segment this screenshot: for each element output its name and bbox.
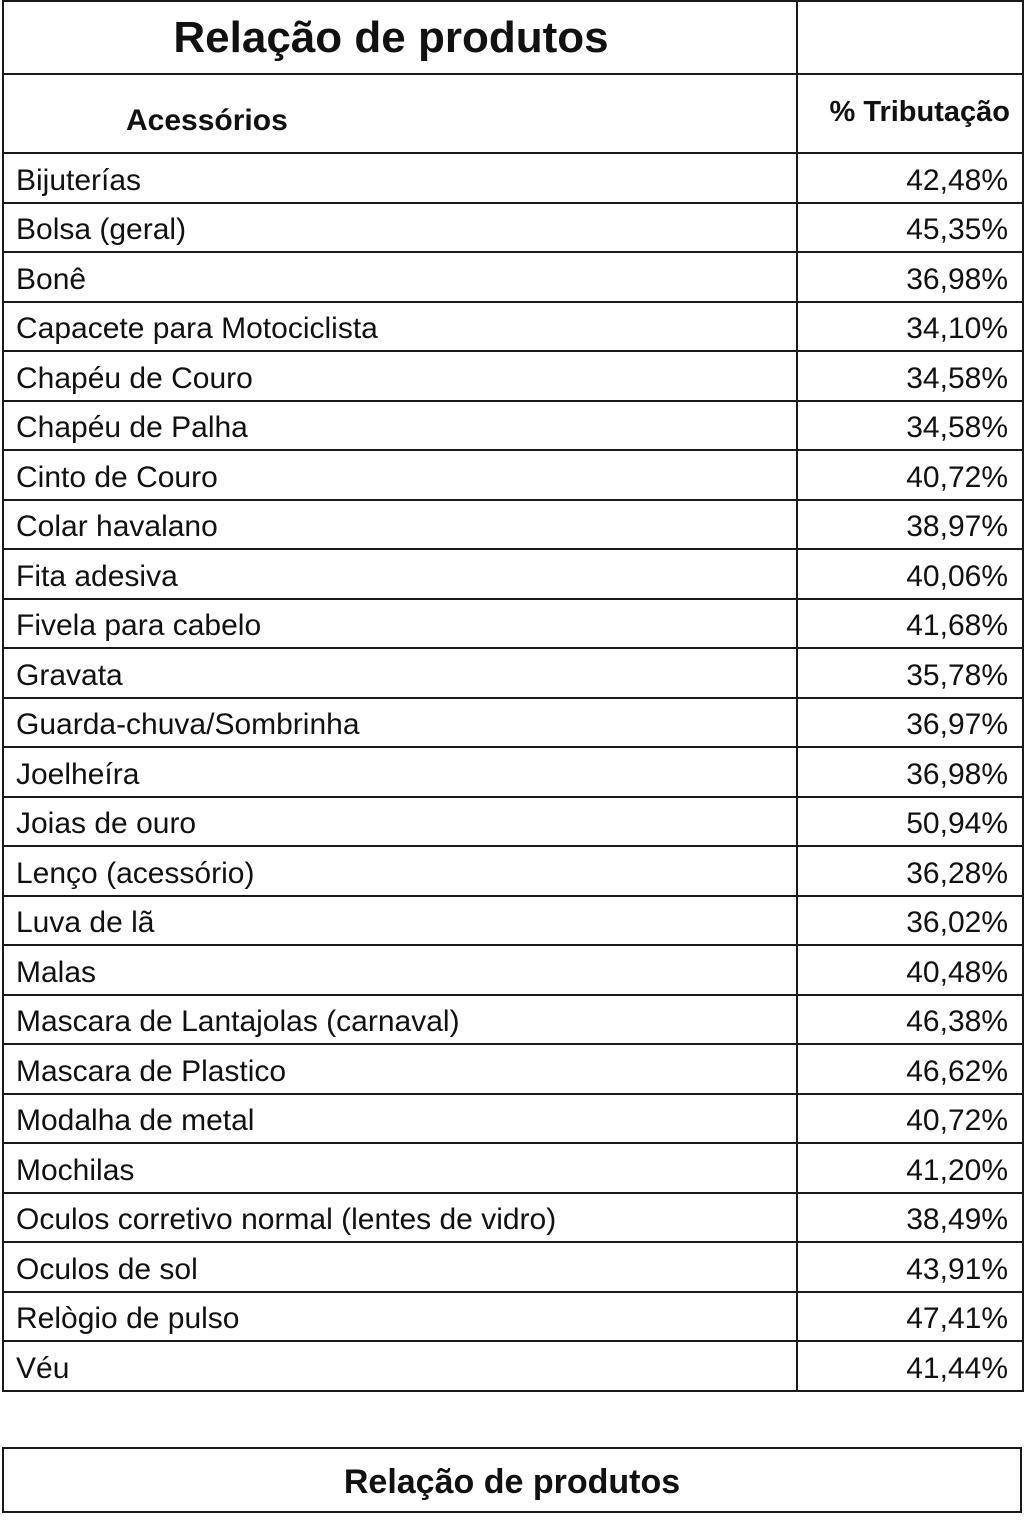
table-row xyxy=(3,500,1023,550)
table-row xyxy=(3,203,1023,253)
tax-percent-cell: 34,58% xyxy=(797,401,1023,451)
product-name-cell: Mochilas xyxy=(3,1143,797,1193)
table-title: Relação de produtos xyxy=(3,1,797,74)
product-name-cell: Véu xyxy=(3,1341,797,1391)
tax-percent-cell: 34,10% xyxy=(797,302,1023,352)
tax-percent-cell: 41,44% xyxy=(797,1341,1023,1391)
table-row xyxy=(3,1044,1023,1094)
tax-percent-cell: 36,98% xyxy=(797,252,1023,302)
product-name-cell: Chapéu de Palha xyxy=(3,401,797,451)
tax-percent-cell: 43,91% xyxy=(797,1242,1023,1292)
table-row xyxy=(3,1094,1023,1144)
table-row xyxy=(3,1242,1023,1292)
tax-percent-cell: 46,62% xyxy=(797,1044,1023,1094)
table-row xyxy=(3,351,1023,401)
product-name-cell: Capacete para Motociclista xyxy=(3,302,797,352)
table-row xyxy=(3,1292,1023,1342)
product-name-cell: Joelheíra xyxy=(3,747,797,797)
product-name-cell: Bijuterías xyxy=(3,153,797,203)
product-name-cell: Malas xyxy=(3,945,797,995)
table-row xyxy=(3,1341,1023,1391)
tax-percent-cell: 50,94% xyxy=(797,797,1023,847)
tax-percent-cell: 38,49% xyxy=(797,1193,1023,1243)
table-header-row xyxy=(3,74,1023,153)
table-row xyxy=(3,648,1023,698)
product-tax-table xyxy=(2,0,1024,1392)
tax-percent-cell: 42,48% xyxy=(797,153,1023,203)
table-row xyxy=(3,698,1023,748)
table-row xyxy=(3,945,1023,995)
table-row xyxy=(3,896,1023,946)
tax-percent-cell: 36,28% xyxy=(797,846,1023,896)
column-header-tax-percent: % Tributação xyxy=(797,74,1023,153)
tax-percent-cell: 41,68% xyxy=(797,599,1023,649)
product-name-cell: Joias de ouro xyxy=(3,797,797,847)
tax-percent-cell: 36,98% xyxy=(797,747,1023,797)
table-row xyxy=(3,153,1023,203)
product-name-cell: Relògio de pulso xyxy=(3,1292,797,1342)
tax-percent-cell: 40,72% xyxy=(797,450,1023,500)
product-name-cell: Mascara de Plastico xyxy=(3,1044,797,1094)
second-table-title: Relação de produtos xyxy=(343,1462,681,1501)
table-row xyxy=(3,252,1023,302)
table-row xyxy=(3,599,1023,649)
product-name-cell: Luva de lã xyxy=(3,896,797,946)
product-name-cell: Fita adesiva xyxy=(3,549,797,599)
product-name-cell: Cinto de Couro xyxy=(3,450,797,500)
table-row xyxy=(3,1193,1023,1243)
table-row xyxy=(3,747,1023,797)
product-name-cell: Oculos de sol xyxy=(3,1242,797,1292)
product-name-cell: Fivela para cabelo xyxy=(3,599,797,649)
table-row xyxy=(3,995,1023,1045)
tax-percent-cell: 35,78% xyxy=(797,648,1023,698)
tax-percent-cell: 40,48% xyxy=(797,945,1023,995)
product-name-cell: Gravata xyxy=(3,648,797,698)
product-tax-table-container xyxy=(2,0,1022,1392)
table-row xyxy=(3,401,1023,451)
tax-percent-cell: 40,06% xyxy=(797,549,1023,599)
tax-percent-cell: 46,38% xyxy=(797,995,1023,1045)
tax-percent-cell: 38,97% xyxy=(797,500,1023,550)
second-product-table xyxy=(2,1447,1022,1513)
tax-percent-cell: 36,97% xyxy=(797,698,1023,748)
product-name-cell: Lenço (acessório) xyxy=(3,846,797,896)
table-row xyxy=(3,1143,1023,1193)
table-row xyxy=(3,450,1023,500)
table-row xyxy=(3,302,1023,352)
table-row xyxy=(3,846,1023,896)
table-title-row xyxy=(3,1,1023,74)
tax-percent-cell: 36,02% xyxy=(797,896,1023,946)
column-header-accessories: Acessórios xyxy=(3,74,797,153)
product-name-cell: Bonê xyxy=(3,252,797,302)
product-name-cell: Mascara de Lantajolas (carnaval) xyxy=(3,995,797,1045)
table-row xyxy=(3,549,1023,599)
product-name-cell: Oculos corretivo normal (lentes de vidro) xyxy=(3,1193,797,1243)
product-name-cell: Colar havalano xyxy=(3,500,797,550)
tax-percent-cell: 45,35% xyxy=(797,203,1023,253)
tax-percent-cell: 47,41% xyxy=(797,1292,1023,1342)
tax-percent-cell: 41,20% xyxy=(797,1143,1023,1193)
product-name-cell: Guarda-chuva/Sombrinha xyxy=(3,698,797,748)
tax-percent-cell: 40,72% xyxy=(797,1094,1023,1144)
table-row xyxy=(3,797,1023,847)
product-name-cell: Modalha de metal xyxy=(3,1094,797,1144)
tax-percent-cell: 34,58% xyxy=(797,351,1023,401)
product-name-cell: Bolsa (geral) xyxy=(3,203,797,253)
product-name-cell: Chapéu de Couro xyxy=(3,351,797,401)
table-title-empty-cell xyxy=(797,1,1023,74)
